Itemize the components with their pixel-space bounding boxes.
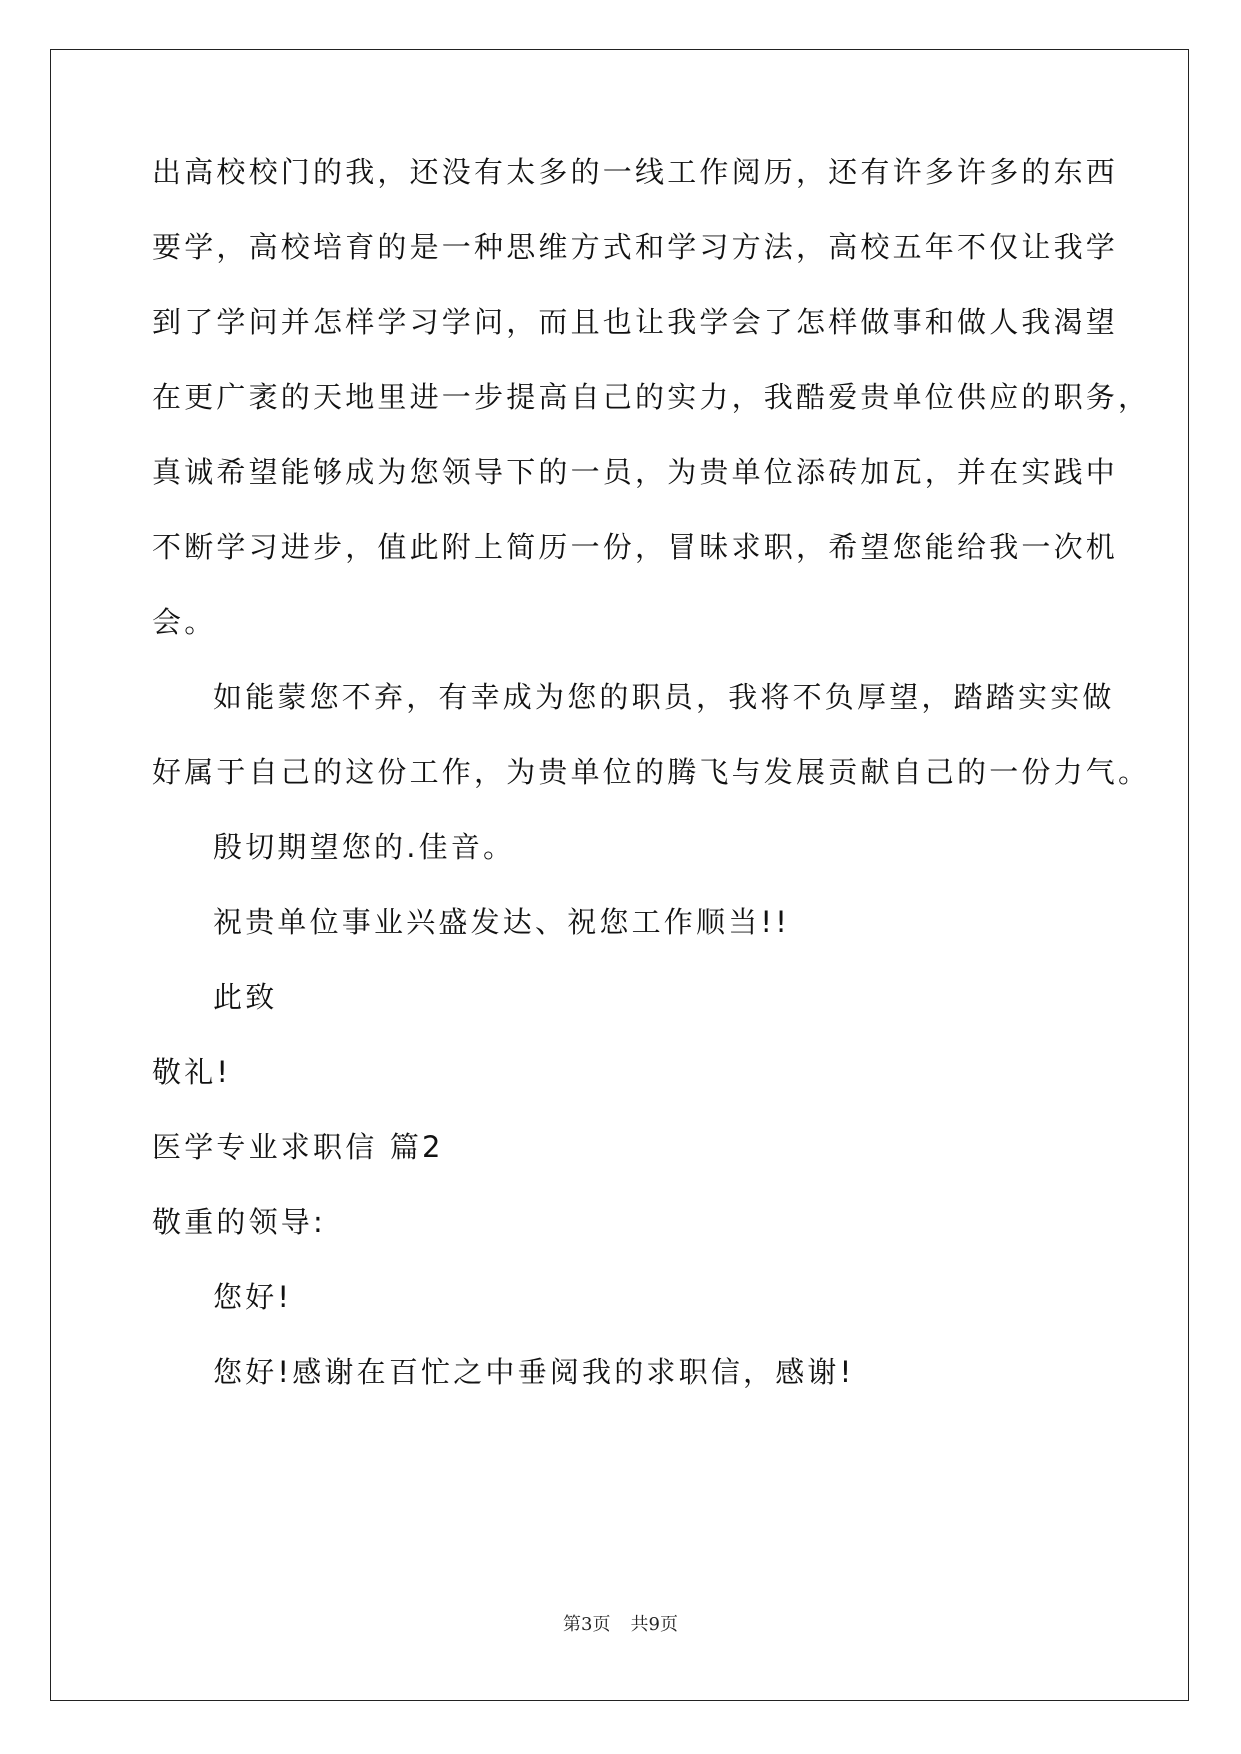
paragraph-line: 出高校校门的我，还没有太多的一线工作阅历，还有许多许多的东西 (152, 155, 1119, 189)
page-border (50, 49, 1189, 1701)
closing-line: 此致 (213, 980, 278, 1014)
page-number: 第3页 (563, 1614, 611, 1635)
paragraph-line: 会。 (152, 605, 217, 639)
paragraph-line: 真诚希望能够成为您领导下的一员，为贵单位添砖加瓦，并在实践中 (152, 455, 1119, 489)
closing-salute: 敬礼! (152, 1055, 232, 1089)
paragraph-line: 好属于自己的这份工作，为贵单位的腾飞与发展贡献自己的一份力气。 (152, 755, 1151, 789)
section-title: 医学专业求职信 篇2 (152, 1130, 444, 1164)
page-total: 共9页 (630, 1614, 678, 1635)
paragraph-line: 要学，高校培育的是一种思维方式和学习方法，高校五年不仅让我学 (152, 230, 1119, 264)
paragraph-line: 不断学习进步，值此附上简历一份，冒昧求职，希望您能给我一次机 (152, 530, 1119, 564)
paragraph-line: 如能蒙您不弃，有幸成为您的职员，我将不负厚望，踏踏实实做 (213, 680, 1115, 714)
greeting: 您好! (213, 1280, 293, 1314)
paragraph-line: 到了学问并怎样学习学问，而且也让我学会了怎样做事和做人我渴望 (152, 305, 1119, 339)
salutation: 敬重的领导: (152, 1205, 326, 1239)
paragraph-line: 祝贵单位事业兴盛发达、祝您工作顺当!! (213, 905, 791, 939)
paragraph-line: 在更广袤的天地里进一步提高自己的实力，我酷爱贵单位供应的职务， (152, 380, 1151, 414)
paragraph-line: 您好!感谢在百忙之中垂阅我的求职信，感谢! (213, 1355, 855, 1389)
paragraph-line: 殷切期望您的.佳音。 (213, 830, 516, 864)
page-footer (0, 1613, 1241, 1637)
